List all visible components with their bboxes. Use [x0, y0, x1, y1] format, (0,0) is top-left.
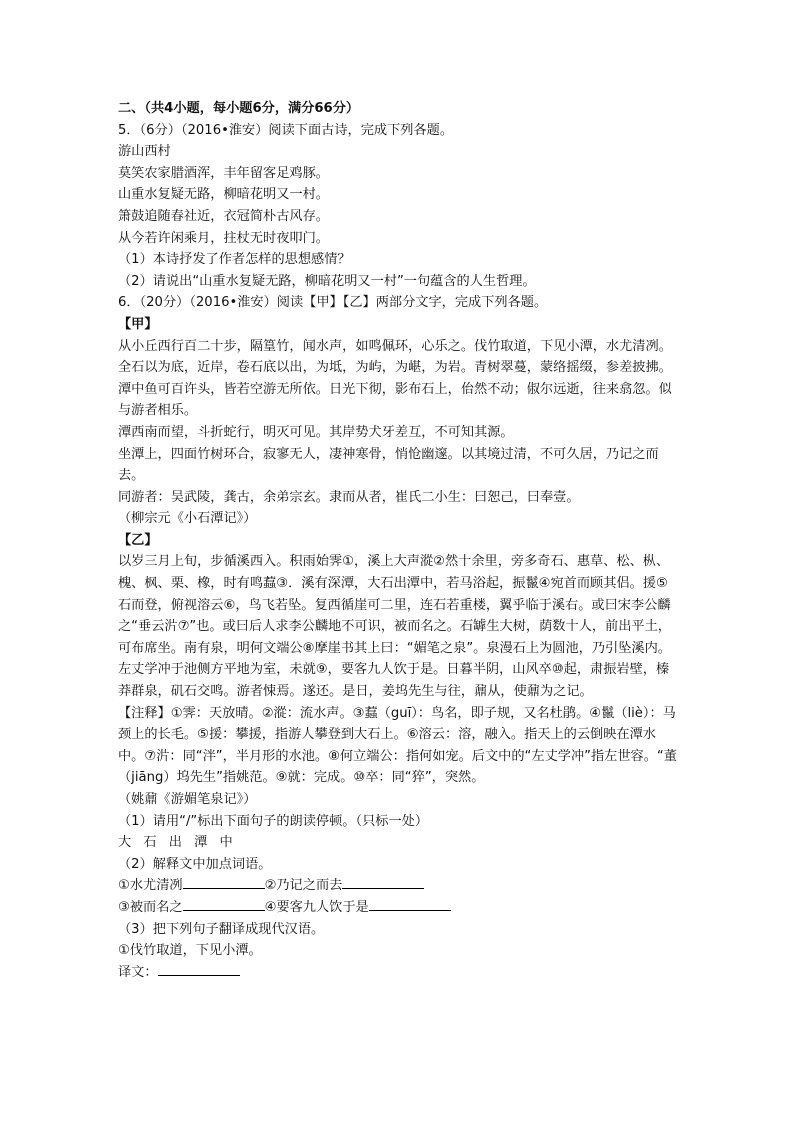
exam-page: [118, 98, 678, 983]
jia-paragraph: 潭西南而望，斗折蛇行，明灭可见。其岸势犬牙差互，不可知其源。: [118, 424, 514, 440]
poem-title: 游山西村: [118, 144, 171, 160]
q6-sub1-sentence: 大 石 出 潭 中: [118, 835, 237, 851]
sub2-item: ②乃记之而去: [264, 878, 343, 894]
sub2-item: ④要客九人饮于是: [264, 899, 369, 915]
q5-sub2: （2）请说出“山重水复疑无路，柳暗花明又一村”一句蕴含的人生哲理。: [118, 273, 536, 289]
poem-line: 从今若许闲乘月，拄杖无时夜叩门。: [118, 230, 329, 246]
answer-blank[interactable]: [369, 909, 451, 911]
yi-paragraph: 以岁三月上旬，步循溪西入。积雨始霁①，溪上大声漎②然十余里，旁多奇石、惠草、松、枞、槐、枫、栗、橡，时有鸣蠚③．溪有深潭，大石出潭中，若马浴起，振鬣④宛首而顾其侣。援⑤石而登，俯视溶云⑥，鸟飞若坠。复西循崖可二里，连石若重楼，翼乎临于溪右。或曰宋李公麟之“垂云沜⑦”也。或曰后人求李公麟地不可识，被而名之。石罅生大树，荫数十人，前出平土，可布席坐。南有泉，明何文端公⑧摩崖书其上曰：“媚笔之泉”。泉漫石上为圆池，乃引坠溪内。: [118, 554, 671, 656]
jia-paragraph: 同游者：吴武陵，龚古，余弟宗玄。隶而从者，崔氏二小生：曰恕己，曰奉壹。: [118, 489, 580, 505]
q6-stem: 6．（20分）（2016•淮安）阅读【甲】【乙】两部分文字，完成下列各题。: [118, 295, 548, 311]
poem-line: 山重水复疑无路，柳暗花明又一村。: [118, 187, 329, 203]
answer-blank[interactable]: [183, 909, 265, 911]
jia-paragraph: 从小丘西行百二十步，隔篁竹，闻水声，如鸣佩环，心乐之。伐竹取道，下见小潭，水尤清冽。全石以为底，近岸，卷石底以出，为坻，为屿，为嵁，为岩。青树翠蔓，蒙络摇缀，参差披拂。: [118, 338, 672, 376]
poem-line: 莫笑农家腊酒浑，丰年留客足鸡豚。: [118, 165, 329, 181]
answer-blank[interactable]: [158, 974, 240, 976]
q6-sub2: （2）解释文中加点词语。: [118, 856, 272, 872]
sub2-item: ③被而名之: [118, 899, 183, 915]
q6-sub2-row: [118, 875, 678, 897]
q5-sub1: （1）本诗抒发了作者怎样的思想感情？: [118, 252, 351, 268]
section-header: 二、（共4小题，每小题6分，满分66分）: [118, 101, 360, 116]
q6-sub1: （1）请用“/”标出下面句子的朗读停顿。（只标一处）: [118, 813, 429, 829]
answer-blank[interactable]: [183, 887, 265, 889]
yi-notes: 【注释】①霁：天放晴。②漎：流水声。③蠚（guī）：鸟名，即子规，又名杜鹃。④鬣（liè）：马颈上的长毛。⑤援：攀援，指游人攀登到大石上。⑥溶云：溶，融入。指天上的云倒映在潭水中。⑦沜：同“泮”，半月形的水池。⑧何立端公：指何如宠。后文中的“左丈学冲”指左世容。“董（jiāng）坞先生”指姚范。⑨就：完成。⑩卒：同“猝”，突然。: [118, 705, 677, 786]
q6-sub3-item: ①伐竹取道，下见小潭。: [118, 943, 262, 959]
jia-source: （柳宗元《小石潭记》）: [118, 511, 257, 527]
jia-label: 【甲】: [118, 316, 158, 332]
jia-paragraph: 坐潭上，四面竹树环合，寂寥无人，凄神寒骨，悄怆幽邃。以其境过清，不可久居，乃记之而去。: [118, 446, 659, 484]
q6-sub3: （3）把下列句子翻译成现代汉语。: [118, 921, 325, 937]
answer-blank[interactable]: [342, 887, 424, 889]
q6-sub2-row: [118, 897, 678, 919]
yi-label: 【乙】: [118, 532, 158, 548]
translation-label: 译文：: [118, 964, 158, 980]
q5-stem: 5．（6分）（2016•淮安）阅读下面古诗，完成下列各题。: [118, 122, 454, 138]
jia-paragraph: 潭中鱼可百许头，皆若空游无所依。日光下彻，影布石上，佁然不动；俶尔远逝，往来翕忽。似与游者相乐。: [118, 381, 672, 419]
sub2-item: ①水尤清冽: [118, 878, 183, 894]
yi-source: （姚鼐《游媚笔泉记》）: [118, 792, 257, 807]
yi-paragraph: 左丈学冲于池侧方平地为室，未就⑨，要客九人饮于是。日暮半阴，山风卒⑩起，肃振岩壁，榛莽群泉，矶石交鸣。游者悚焉。遂还。是日，姜坞先生与往，鼐从，使鼐为之记。: [118, 662, 670, 700]
poem-line: 箫鼓追随春社近，衣冠简朴古风存。: [118, 208, 329, 224]
translation-row: [118, 962, 678, 984]
